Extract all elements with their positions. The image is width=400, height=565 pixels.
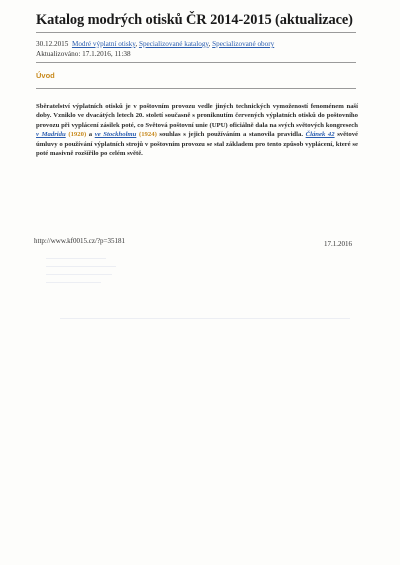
paragraph-text: a xyxy=(86,131,95,139)
paragraph-text: Sběratelství výplatních otisků je v poštovním provozu vedle jiných technických vymožeností fenoménem naší doby. Vzniklo ve dvacátých letech 20. století současně s proniknutím červených výplatních otisků do poštovního provozu při vyplácení zásilek poté, co Světová poštovní unie (UPU) oficiálně dala na svých světových kongresech xyxy=(36,103,358,129)
intro-paragraph xyxy=(36,102,358,158)
bleed-through-mark xyxy=(46,258,106,259)
post-meta xyxy=(36,40,366,59)
year-1924: (1924) xyxy=(138,131,157,139)
madrid-link[interactable]: v Madridu xyxy=(36,131,66,139)
category-separator: , xyxy=(208,40,213,48)
bleed-through-mark xyxy=(46,282,101,283)
title-divider xyxy=(36,32,356,33)
article-42-link[interactable]: Článek 42 xyxy=(305,131,335,139)
section-title: Úvod xyxy=(36,71,55,80)
bleed-through-mark xyxy=(46,274,112,275)
category-link-specializovane-obory[interactable]: Specializované obory xyxy=(212,40,275,48)
category-link-modre-vyplatni-otisky[interactable]: Modré výplatní otisky xyxy=(71,40,136,48)
footer-url: http://www.kf0015.cz/?p=35181 xyxy=(34,237,125,245)
section-divider xyxy=(36,88,356,89)
page-title: Katalog modrých otisků ČR 2014-2015 (aktualizace) xyxy=(36,12,353,28)
category-link-specializovane-katalogy[interactable]: Specializované katalogy xyxy=(138,40,209,48)
updated-label: Aktualizováno: 17.1.2016, 11:38 xyxy=(36,49,131,58)
stockholm-link[interactable]: ve Stockholmu xyxy=(94,131,137,139)
bleed-through-mark xyxy=(60,318,350,319)
bleed-through-mark xyxy=(46,266,116,267)
footer-date: 17.1.2016 xyxy=(324,240,352,248)
year-1920: (1920) xyxy=(68,131,87,139)
post-date: 30.12.2015 xyxy=(36,40,69,48)
meta-divider xyxy=(36,62,356,63)
category-separator: , xyxy=(135,40,139,48)
paragraph-text: souhlas s jejich používáním a stanovila pravidla. xyxy=(156,131,306,139)
paragraph-text: světové úmluvy o používání výplatních strojů v poštovním provozu se stal základem pro tento způsob vyplácení, které se poté masivně rozšířilo po celém světě. xyxy=(36,131,359,158)
